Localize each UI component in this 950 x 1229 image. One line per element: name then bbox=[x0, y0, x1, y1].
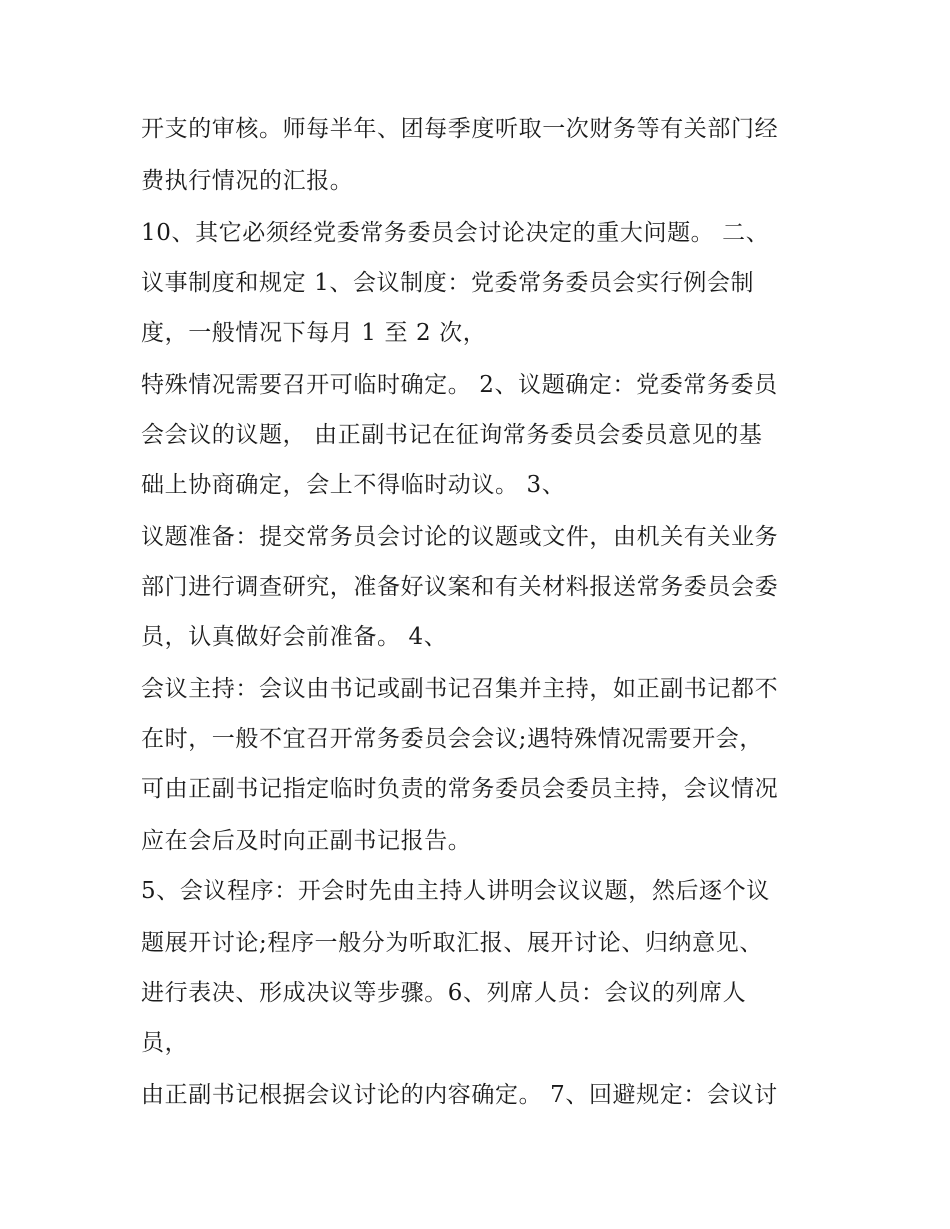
text-line: 10、其它必须经党委常务委员会讨论决定的重大问题。 二、 bbox=[141, 220, 770, 246]
text-line: 费执行情况的汇报。 bbox=[141, 168, 354, 194]
text-line: 会议主持：会议由书记或副书记召集并主持，如正副书记都不 bbox=[141, 676, 779, 702]
text-line: 可由正副书记指定临时负责的常务委员会委员主持，会议情况 bbox=[141, 776, 779, 802]
text-line: 部门进行调查研究，准备好议案和有关材料报送常务委员会委 bbox=[141, 574, 779, 600]
text-line: 员，认真做好会前准备。 4、 bbox=[141, 624, 448, 650]
text-line: 应在会后及时向正副书记报告。 bbox=[141, 828, 472, 854]
text-line: 特殊情况需要召开可临时确定。 2、议题确定：党委常务委员 bbox=[141, 372, 778, 398]
text-line: 进行表决、形成决议等步骤。6、列席人员：会议的列席人 bbox=[141, 980, 747, 1006]
text-line: 度，一般情况下每月 1 至 2 次， bbox=[141, 320, 487, 346]
text-line: 员， bbox=[141, 1030, 189, 1056]
text-line: 会会议的议题， 由正副书记在征询常务委员会委员意见的基 bbox=[141, 422, 763, 448]
text-line: 议事制度和规定 1、会议制度：党委常务委员会实行例会制 bbox=[141, 270, 755, 296]
text-line: 在时，一般不宜召开常务委员会会议;遇特殊情况需要开会， bbox=[141, 726, 763, 752]
text-line: 开支的审核。师每半年、团每季度听取一次财务等有关部门经 bbox=[141, 116, 779, 142]
text-line: 议题准备：提交常务员会讨论的议题或文件，由机关有关业务 bbox=[141, 524, 779, 550]
text-line: 题展开讨论;程序一般分为听取汇报、展开讨论、归纳意见、 bbox=[141, 930, 763, 956]
text-line: 由正副书记根据会议讨论的内容确定。 7、回避规定：会议讨 bbox=[141, 1082, 778, 1108]
text-line: 础上协商确定，会上不得临时动议。 3、 bbox=[141, 472, 566, 498]
text-line: 5、会议程序：开会时先由主持人讲明会议议题，然后逐个议 bbox=[141, 878, 770, 904]
